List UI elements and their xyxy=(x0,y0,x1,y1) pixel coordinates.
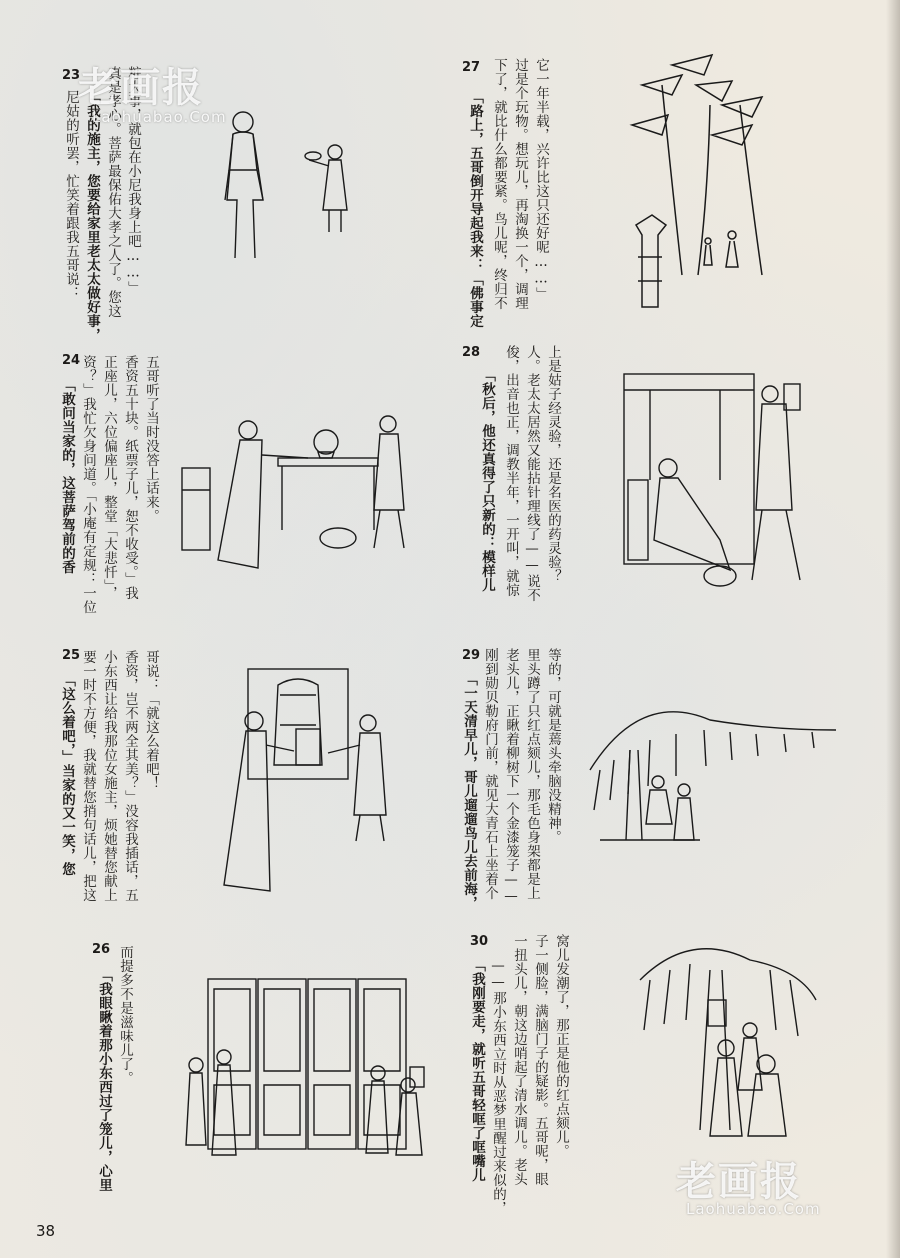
panel-28-text-col-4: 「秋后，他还真得了只新的：模样儿 xyxy=(479,368,495,592)
panel-29-text-col-2: 里头蹲了只红点颏儿，那毛色身架都是上 xyxy=(524,648,540,900)
watermark-top-url: Laohuabao.Com xyxy=(92,108,227,126)
watermark-top-logo: 老画报 xyxy=(78,65,204,111)
panel-23-text-col-4: 尼姑的听罢，忙笑着跟我五哥说： xyxy=(63,90,79,300)
panel-27-number: 27 xyxy=(462,60,481,75)
panel-28-illustration xyxy=(620,370,810,600)
panel-24-text-col-4: 资？」我忙欠身问道。「小庵有定规：一位 xyxy=(80,355,96,615)
panel-29-illustration xyxy=(580,690,842,860)
page-number: 38 xyxy=(36,1222,56,1240)
panel-29-text-col-5: 「一天清早儿，哥儿遛遛鸟儿去前海， xyxy=(461,672,477,910)
panel-27-text-col-4: 「路上，五哥倒开导起我来：「佛事定 xyxy=(467,90,483,328)
panel-29-number: 29 xyxy=(462,648,481,663)
panel-28-text-col-1: 上是姑子经灵验，还是名医的药灵验？ xyxy=(545,345,561,583)
panel-29-text-col-1: 等的，可就是蔫头牵脑没精神。 xyxy=(545,648,561,844)
panel-27-text-col-3: 下了，就比什么都要紧。鸟儿呢，终归不 xyxy=(491,58,507,310)
panel-27-illustration xyxy=(612,45,784,315)
panel-25-text-col-3: 小东西让给我那位女施主，烦她替您献上 xyxy=(101,650,117,902)
panel-25-text-col-1: 哥说：「就这么着吧！ xyxy=(143,650,159,790)
panel-28-number: 28 xyxy=(462,345,481,360)
panel-26-number: 26 xyxy=(92,942,111,957)
watermark-bottom-url: Laohuabao.Com xyxy=(686,1200,821,1218)
panel-24-illustration xyxy=(178,400,410,580)
panel-30-text-col-3: 一扭头儿，朝这边哨起了清水调儿。老头 xyxy=(511,934,527,1186)
panel-24-text-col-2: 香资五十块。纸票子儿，恕不收受。」我 xyxy=(122,355,138,601)
panel-30-number: 30 xyxy=(470,934,489,949)
panel-27-text-col-1: 它一年半载，兴许比这只还好呢……」 xyxy=(533,58,549,301)
panel-25-illustration xyxy=(218,665,398,895)
panel-30-text-col-5: 「我刚要走，就听五哥轻哐了哐嘴儿 xyxy=(469,958,485,1182)
panel-28-text-col-3: 俊，出音也正，调教半年，一开叫，就惊 xyxy=(503,345,519,597)
panel-26-text-col-1: 而提多不是滋味儿了。 xyxy=(117,945,133,1085)
panel-25-text-col-4: 要一时不方便，我就替您捎句话儿，把这 xyxy=(80,650,96,902)
watermark-bottom-logo: 老画报 xyxy=(676,1159,802,1205)
panel-30-text-col-2: 子一侧脸，满脑门子的疑影。五哥呢，眼 xyxy=(532,934,548,1186)
panel-26-text-col-2: 「我眼瞅着那小东西过了笼儿，心里 xyxy=(96,968,112,1192)
panel-25-number: 25 xyxy=(62,648,81,663)
panel-26-illustration xyxy=(178,975,438,1175)
panel-30-illustration xyxy=(630,940,820,1140)
panel-30-text-col-1: 窝儿发潮了，那正是他的红点颏儿。 xyxy=(553,934,569,1158)
page-edge-shadow xyxy=(886,0,900,1258)
panel-24-text-col-3: 正座儿，六位偏座儿，整堂「大悲忏」， xyxy=(101,355,117,601)
panel-25-text-col-2: 香资，岂不两全其美？」没容我插话，五 xyxy=(122,650,138,902)
panel-23-text-col-1: 粧大事，就包在小尼我身上吧……」 xyxy=(125,66,141,295)
panel-23-text-col-2: 真是孝心。菩萨最保佑大孝之人了。您这 xyxy=(105,66,121,318)
panel-24-number: 24 xyxy=(62,353,81,368)
panel-24-text-col-5: 「敢问当家的，这菩萨驾前的香 xyxy=(59,378,75,574)
panel-30-text-col-4: ——那小东西立时从恶梦里醒过来似的， xyxy=(490,958,506,1215)
panel-23-text-col-3: 「我的施主，您要给家里老太太做好事， xyxy=(84,90,100,342)
panel-29-text-col-4: 刚到勋贝勒府门前，就见大青石上坐着个 xyxy=(482,648,498,900)
panel-24-text-col-1: 五哥听了当时没答上话来。 xyxy=(143,355,159,523)
panel-23-number: 23 xyxy=(62,68,81,83)
panel-27-text-col-2: 过是个玩物。想玩儿，再淘换一个，调理 xyxy=(512,58,528,310)
panel-28-text-col-2: 人。老太太居然又能拈针理线了——说不 xyxy=(524,345,540,602)
panel-25-text-col-5: 「这么着吧，」当家的又一笑，您 xyxy=(59,673,75,877)
panel-29-text-col-3: 老头儿，正瞅着柳树下一个金漆笼子—— xyxy=(503,648,519,905)
panel-23-illustration xyxy=(205,100,365,260)
